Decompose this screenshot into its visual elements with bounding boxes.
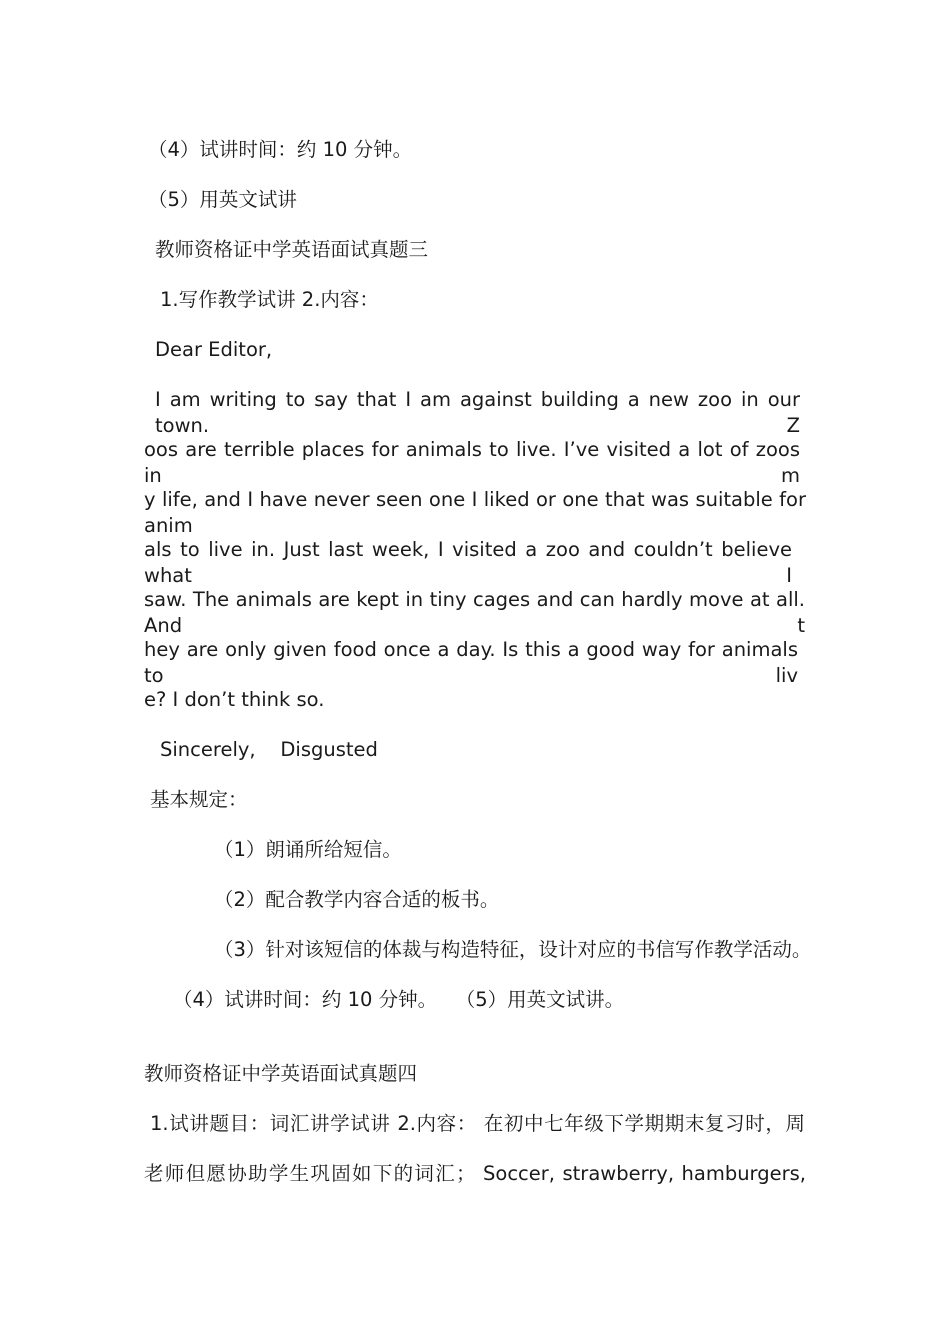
rule-item: （4）试讲时间：约 10 分钟。 （5）用英文试讲。 [173,988,625,1011]
letter-body-line: I am writing to say that I am against building a new zoo in our town. Z [155,388,800,437]
letter-salutation: Dear Editor, [155,338,273,361]
letter-closing: Sincerely, Disgusted [160,738,378,761]
letter-body-line: saw. The animals are kept in tiny cages and can hardly move at all. And t [144,588,805,637]
text-line: （5）用英文试讲 [148,188,297,211]
section-heading: 教师资格证中学英语面试真题四 [144,1062,418,1085]
section-subheading: 基本规定： [150,788,248,811]
text-line: 老师但愿协助学生巩固如下的词汇； Soccer, strawberry, hamburgers, [144,1162,806,1185]
text-line: 1.试讲题目：词汇讲学试讲 2.内容： 在初中七年级下学期期末复习时，周 [150,1112,805,1135]
rule-item: （3）针对该短信的体裁与构造特征，设计对应的书信写作教学活动。 [214,938,812,961]
rule-item: （2）配合教学内容合适的板书。 [214,888,500,911]
rule-item: （1）朗诵所给短信。 [214,838,402,861]
text-line: 1.写作教学试讲 2.内容： [160,288,379,311]
section-heading: 教师资格证中学英语面试真题三 [155,238,429,261]
letter-body-line: e? I don’t think so. [144,688,325,711]
letter-body-line: als to live in. Just last week, I visited a zoo and couldn’t believe what I [144,538,792,587]
text-line: （4）试讲时间：约 10 分钟。 [148,138,413,161]
letter-body-line: y life, and I have never seen one I liked or one that was suitable for anim [144,488,806,537]
letter-body-line: hey are only given food once a day. Is this a good way for animals to liv [144,638,798,687]
letter-body-line: oos are terrible places for animals to live. I’ve visited a lot of zoos in m [144,438,800,487]
